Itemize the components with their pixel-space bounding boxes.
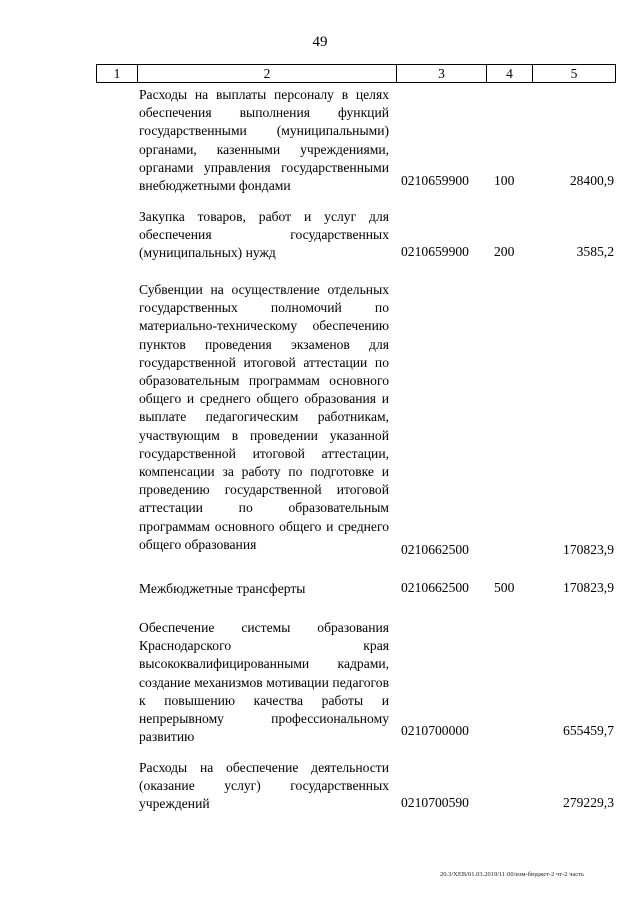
column-header-3: 3 [397,65,487,82]
row-sum: 170823,9 [563,542,614,557]
row-kvr: 100 [494,173,515,188]
row-sum: 279229,3 [563,795,614,810]
column-header-5: 5 [570,66,578,81]
row-code: 0210659900 [401,173,469,188]
row-code: 0210662500 [401,580,469,595]
row-sum: 655459,7 [563,723,614,738]
column-header-row [96,64,616,83]
column-header-4: 4 [487,65,533,82]
page-number: 49 [312,34,328,50]
row-sum: 28400,9 [569,173,614,188]
column-header-2: 2 [138,65,397,82]
row-sum: 170823,9 [563,580,614,595]
row-code: 0210659900 [401,244,469,259]
row-code: 0210700590 [401,795,469,810]
row-code: 0210662500 [401,542,469,557]
row-description: Межбюджетные трансферты [139,581,306,596]
row-code: 0210700000 [401,723,469,738]
row-kvr: 200 [494,244,515,259]
row-description: Расходы на обеспечение деятельности (оказание услуг) государственных учреждений [139,760,389,812]
row-kvr: 500 [494,580,515,595]
column-header-1: 1 [97,65,138,82]
row-description: Закупка товаров, работ и услуг для обеспечения государственных (муниципальных) нужд [139,209,389,261]
row-sum: 3585,2 [576,244,614,259]
row-description: Обеспечение системы образования Краснодарского края высококвалифицированными кадрами, создание механизмов мотивации педагогов к повышению качества работы и непрерывному профессиональному развитию [139,620,389,745]
row-description: Расходы на выплаты персоналу в целях обеспечения выполнения функций государственными (муниципальными) органами, казенными учреждениями, органами управления государственными внебюджетными фондами [139,87,389,194]
row-description: Субвенции на осуществление отдельных государственных полномочий по материально-техническому обеспечению пунктов проведения экзаменов для государственной итоговой аттестации по образовательным программам основного общего и среднего общего образования и выплате педагогическим работникам, участвующим в проведении указанной государственной итоговой аттестации, компенсации за работу по подготовке и проведению государственной итоговой аттестации по образовательным программам основного общего и среднего общего образования [139,282,389,552]
footer-reference: 20.3/ХЕВ/01.03.2019/11:00/изм-бюджет-2 чт-2 часть [440,871,584,878]
